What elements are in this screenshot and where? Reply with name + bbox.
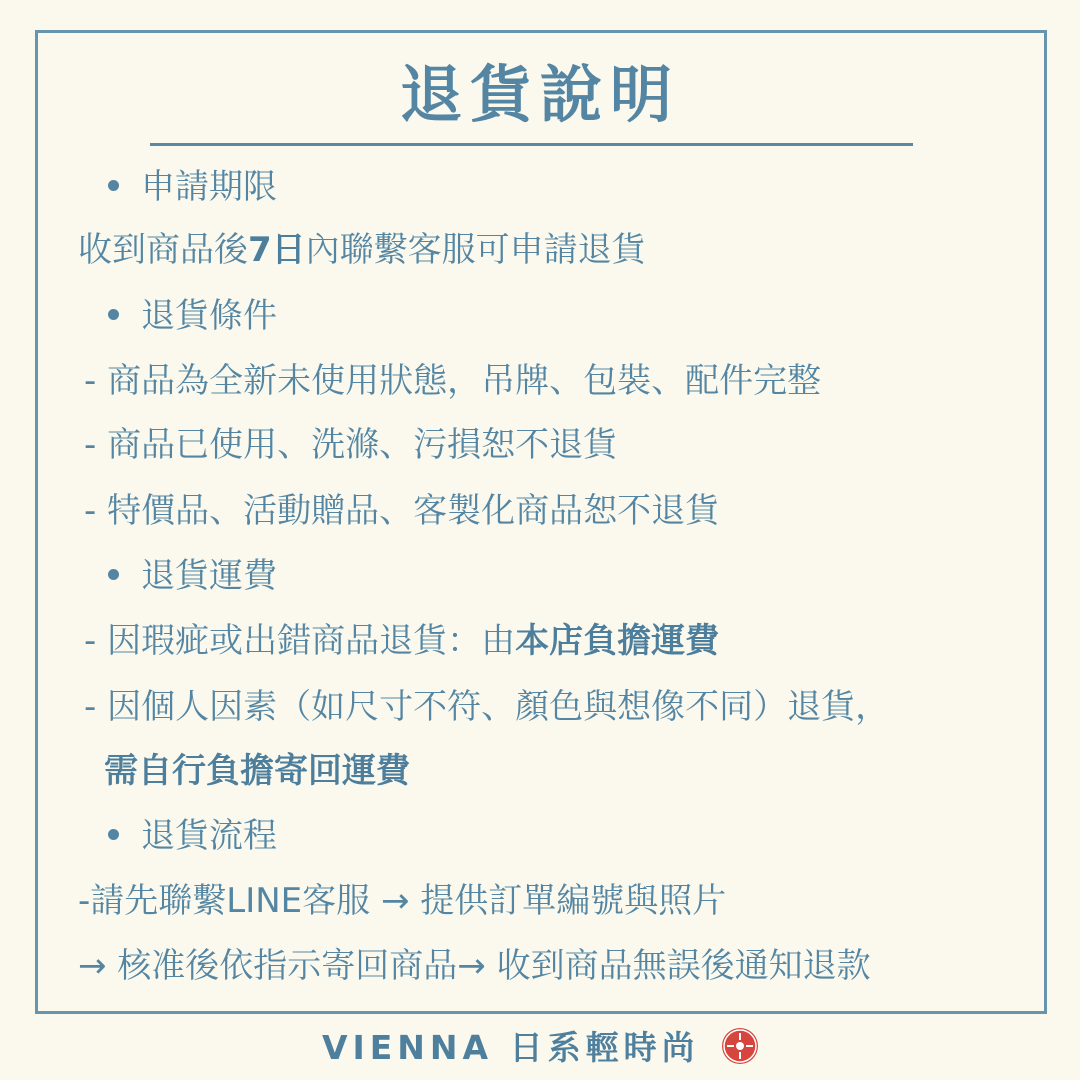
footer-brand — [0, 1020, 1080, 1076]
heading-text: 退貨運費 — [141, 556, 277, 596]
process-line-2: → 核准後依指示寄回商品→ 收到商品無誤後通知退款 — [78, 946, 871, 986]
condition-item: - 特價品、活動贈品、客製化商品恕不退貨 — [84, 491, 720, 531]
title-divider — [150, 143, 913, 146]
section-heading-period — [108, 155, 277, 219]
period-text-c: 內聯繫客服可申請退貨 — [305, 230, 646, 270]
shipping-line-defect-text: - 因瑕疵或出錯商品退貨：由 — [84, 621, 516, 661]
period-text-a: 收到商品後 — [78, 230, 248, 270]
condition-item: - 商品已使用、洗滌、污損恕不退貨 — [84, 425, 618, 465]
section-heading-conditions — [108, 284, 277, 348]
shipping-line-defect — [84, 609, 719, 673]
bullet-icon — [108, 829, 119, 840]
vienna-badge-icon — [722, 1028, 758, 1064]
period-text — [78, 218, 646, 282]
bullet-icon — [108, 569, 119, 580]
section-heading-shipping — [108, 544, 277, 608]
bullet-icon — [108, 180, 119, 191]
shipping-line-personal: - 因個人因素（如尺寸不符、顏色與想像不同）退貨， — [84, 687, 890, 727]
heading-text: 退貨流程 — [141, 816, 277, 856]
heading-text: 退貨條件 — [141, 296, 277, 336]
shipping-customer-pays-highlight: 需自行負擔寄回運費 — [104, 751, 410, 791]
process-line-1: -請先聯繫LINE客服 → 提供訂單編號與照片 — [78, 881, 727, 921]
page-title: 退貨說明 — [399, 58, 680, 131]
heading-text: 申請期限 — [141, 167, 277, 207]
period-days-highlight: 7日 — [248, 230, 306, 270]
section-heading-process — [108, 804, 277, 868]
shipping-store-pays-highlight: 本店負擔運費 — [515, 621, 720, 661]
shipping-customer-pays — [104, 739, 410, 803]
condition-item: - 商品為全新未使用狀態，吊牌、包裝、配件完整 — [84, 361, 822, 401]
bullet-icon — [108, 309, 119, 320]
brand-text: VIENNA 日系輕時尚 — [321, 1028, 700, 1067]
